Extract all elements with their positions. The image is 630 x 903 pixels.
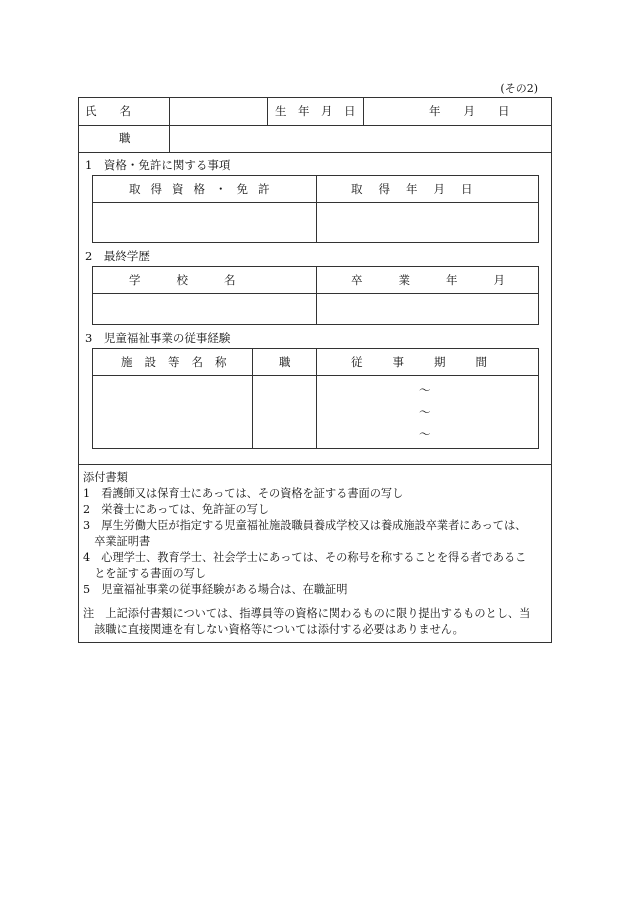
attachment-line: 4 心理学士、教育学士、社会学士にあっては、その称号を称することを得る者であるこ: [83, 551, 527, 564]
facility-header: 施設等名称: [121, 355, 239, 369]
divider: [363, 98, 364, 125]
attachment-line: 5 児童福祉事業の従事経験がある場合は、在職証明: [83, 583, 348, 596]
section1-title: 1 資格・免許に関する事項: [85, 158, 231, 172]
page-label: (その2): [500, 82, 538, 95]
attachment-line: とを証する書面の写し: [83, 567, 207, 580]
dob-value: 年 月 日: [429, 104, 510, 118]
period-mark: 〜: [419, 383, 431, 397]
divider: [316, 176, 317, 242]
attachment-line: 1 看護師又は保育士にあっては、その資格を証する書面の写し: [83, 487, 404, 500]
qualification-table: [92, 175, 539, 243]
section2-title: 2 最終学歴: [85, 249, 150, 263]
divider: [316, 349, 317, 448]
name-field[interactable]: [175, 102, 263, 122]
divider: [267, 98, 268, 125]
job-label: 職: [119, 131, 131, 145]
qualification-date-field[interactable]: [321, 206, 535, 238]
qualification-field[interactable]: [97, 206, 311, 238]
divider: [169, 98, 170, 152]
attachment-line: 3 厚生労働大臣が指定する児童福祉施設職員養成学校又は養成施設卒業者にあっては、: [83, 519, 527, 532]
attachment-note: 該職に直接関連を有しない資格等については添付する必要はありません。: [83, 623, 464, 636]
divider: [252, 349, 253, 448]
job-field[interactable]: [175, 129, 545, 149]
form-frame: [78, 97, 552, 643]
attachment-note: 注 上記添付書類については、指導員等の資格に関わるものに限り提出するものとし、当: [83, 607, 531, 620]
experience-table: [92, 348, 539, 449]
graduation-field[interactable]: [321, 297, 535, 321]
school-field[interactable]: [97, 297, 311, 321]
period-mark: 〜: [419, 427, 431, 441]
school-header: 学校名: [129, 273, 272, 287]
attachment-line: 2 栄養士にあっては、免許証の写し: [83, 503, 270, 516]
facility-field[interactable]: [97, 379, 247, 445]
divider: [316, 267, 317, 324]
section3-title: 3 児童福祉事業の従事経験: [85, 331, 231, 345]
name-label: 氏 名: [85, 104, 131, 118]
attachments-title: 添付書類: [83, 471, 128, 484]
job-header: 職: [279, 355, 291, 369]
job-field-cell[interactable]: [257, 379, 311, 445]
qualification-date-header: 取得年月日: [351, 182, 489, 196]
attachment-line: 卒業証明書: [83, 535, 151, 548]
divider: [79, 464, 551, 465]
divider: [79, 125, 551, 126]
education-table: [92, 266, 539, 325]
graduation-header: 卒業年月: [351, 273, 541, 287]
period-header: 従事期間: [351, 355, 517, 369]
dob-label: 生 年 月 日: [275, 104, 356, 118]
divider: [79, 152, 551, 153]
qualification-header: 取得資格・免許: [129, 182, 280, 196]
period-mark: 〜: [419, 405, 431, 419]
